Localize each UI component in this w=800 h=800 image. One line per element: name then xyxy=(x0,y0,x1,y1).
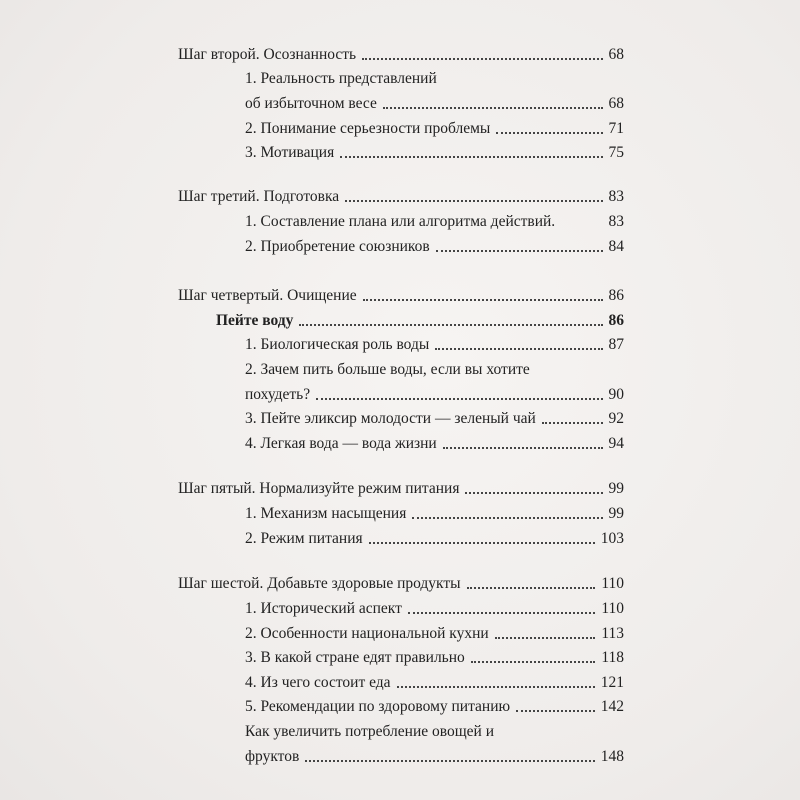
toc-chapter-5 xyxy=(178,474,624,498)
toc-entry xyxy=(245,594,624,618)
toc-entry-title: Шаг второй. Осознанность xyxy=(178,46,357,63)
toc-page-number: 68 xyxy=(608,46,624,63)
toc-page-number: 84 xyxy=(608,238,624,255)
toc-page-number: 86 xyxy=(608,312,624,329)
toc-entry xyxy=(245,89,624,113)
toc-entry-title: 2. Приобретение союзников xyxy=(245,238,430,255)
toc-page-number: 103 xyxy=(600,530,624,547)
toc-entry-title: Как увеличить потребление овощей и xyxy=(245,723,494,740)
dot-leader xyxy=(383,107,603,109)
toc-page-number: 99 xyxy=(608,505,624,522)
toc-entry-title: фруктов xyxy=(245,748,300,765)
toc-page-number: 121 xyxy=(600,674,624,691)
toc-entry-title: об избыточном весе xyxy=(245,95,377,112)
toc-entry-title: 2. Режим питания xyxy=(245,530,363,547)
toc-entry-title: Пейте воду xyxy=(216,312,294,329)
toc-entry-title: 1. Механизм насыщения xyxy=(245,505,407,522)
toc-entry-title: 1. Биологическая роль воды xyxy=(245,336,430,353)
dot-leader xyxy=(299,324,602,326)
toc-page-number: 110 xyxy=(601,600,624,617)
toc-entry xyxy=(245,207,624,231)
dot-leader xyxy=(363,299,603,301)
toc-entry-title: 5. Рекомендации по здоровому питанию xyxy=(245,698,511,715)
toc-entry xyxy=(245,114,624,138)
toc-chapter-6 xyxy=(178,569,624,593)
dot-leader xyxy=(471,661,596,663)
toc-entry-line xyxy=(245,717,494,741)
toc-entry xyxy=(245,643,624,667)
toc-page-number: 83 xyxy=(608,213,624,230)
toc-entry xyxy=(245,404,624,428)
toc-page-number: 90 xyxy=(608,386,624,403)
toc-page-number: 92 xyxy=(608,410,624,427)
toc-page-number: 113 xyxy=(601,625,624,642)
dot-leader xyxy=(362,58,602,60)
toc-entry xyxy=(245,619,624,643)
toc-entry xyxy=(245,330,624,354)
dot-leader xyxy=(408,612,595,614)
dot-leader xyxy=(412,517,602,519)
toc-entry-title: 4. Легкая вода — вода жизни xyxy=(245,435,437,452)
toc-entry xyxy=(245,742,624,766)
toc-entry xyxy=(245,692,624,716)
toc-page-number: 86 xyxy=(608,287,624,304)
toc-entry xyxy=(245,380,624,404)
dot-leader xyxy=(465,492,602,494)
toc-entry-title: 3. В какой стране едят правильно xyxy=(245,649,465,666)
dot-leader xyxy=(435,348,602,350)
toc-entry-title: 1. Реальность представлений xyxy=(245,70,437,87)
toc-entry-line xyxy=(245,64,437,88)
dot-leader xyxy=(340,156,602,158)
toc-entry-title: 4. Из чего состоит еда xyxy=(245,674,391,691)
toc-chapter-3 xyxy=(178,182,624,206)
dot-leader xyxy=(397,686,595,688)
dot-leader xyxy=(305,760,594,762)
toc-entry xyxy=(245,524,624,548)
toc-entry-title: похудеть? xyxy=(245,386,311,403)
toc-entry-title: 3. Мотивация xyxy=(245,144,335,161)
toc-page-number: 87 xyxy=(608,336,624,353)
dot-leader xyxy=(436,250,603,252)
dot-leader xyxy=(495,637,596,639)
toc-entry-title: 2. Зачем пить больше воды, если вы хотите xyxy=(245,361,530,378)
toc-page-number: 148 xyxy=(600,748,624,765)
toc-entry-title: Шаг пятый. Нормализуйте режим питания xyxy=(178,480,460,497)
toc-chapter-4 xyxy=(178,281,624,305)
toc-entry-title: 2. Особенности национальной кухни xyxy=(245,625,489,642)
toc-entry xyxy=(245,138,624,162)
toc-page-number: 99 xyxy=(608,480,624,497)
dot-leader xyxy=(467,587,596,589)
dot-leader xyxy=(345,200,602,202)
toc-entry xyxy=(245,232,624,256)
toc-chapter-2 xyxy=(178,40,624,64)
dot-leader xyxy=(316,398,602,400)
dot-leader xyxy=(496,132,602,134)
toc-entry-title: 2. Понимание серьезности проблемы xyxy=(245,120,491,137)
toc-entry-title: Шаг четвертый. Очищение xyxy=(178,287,357,304)
toc-entry-title: Шаг третий. Подготовка xyxy=(178,188,340,205)
toc-entry-line xyxy=(245,355,530,379)
toc-entry-title: 1. Составление плана или алгоритма действий. xyxy=(245,213,556,230)
toc-page-number: 68 xyxy=(608,95,624,112)
toc-page-number: 118 xyxy=(601,649,624,666)
dot-leader xyxy=(369,542,595,544)
dot-leader xyxy=(516,710,595,712)
toc-page-number: 75 xyxy=(608,144,624,161)
toc-page-number: 142 xyxy=(600,698,624,715)
toc-page-number: 110 xyxy=(601,575,624,592)
toc-entry xyxy=(245,429,624,453)
toc-entry-title: 3. Пейте эликсир молодости — зеленый чай xyxy=(245,410,536,427)
toc-entry-title: 1. Исторический аспект xyxy=(245,600,402,617)
toc-page-number: 94 xyxy=(608,435,624,452)
dot-leader xyxy=(443,447,603,449)
toc-page-number: 83 xyxy=(608,188,624,205)
toc-entry xyxy=(245,668,624,692)
toc-entry xyxy=(245,499,624,523)
dot-leader xyxy=(542,422,603,424)
toc-entry-title: Шаг шестой. Добавьте здоровые продукты xyxy=(178,575,461,592)
toc-page-number: 71 xyxy=(608,120,624,137)
toc-section-drink-water xyxy=(216,306,624,330)
